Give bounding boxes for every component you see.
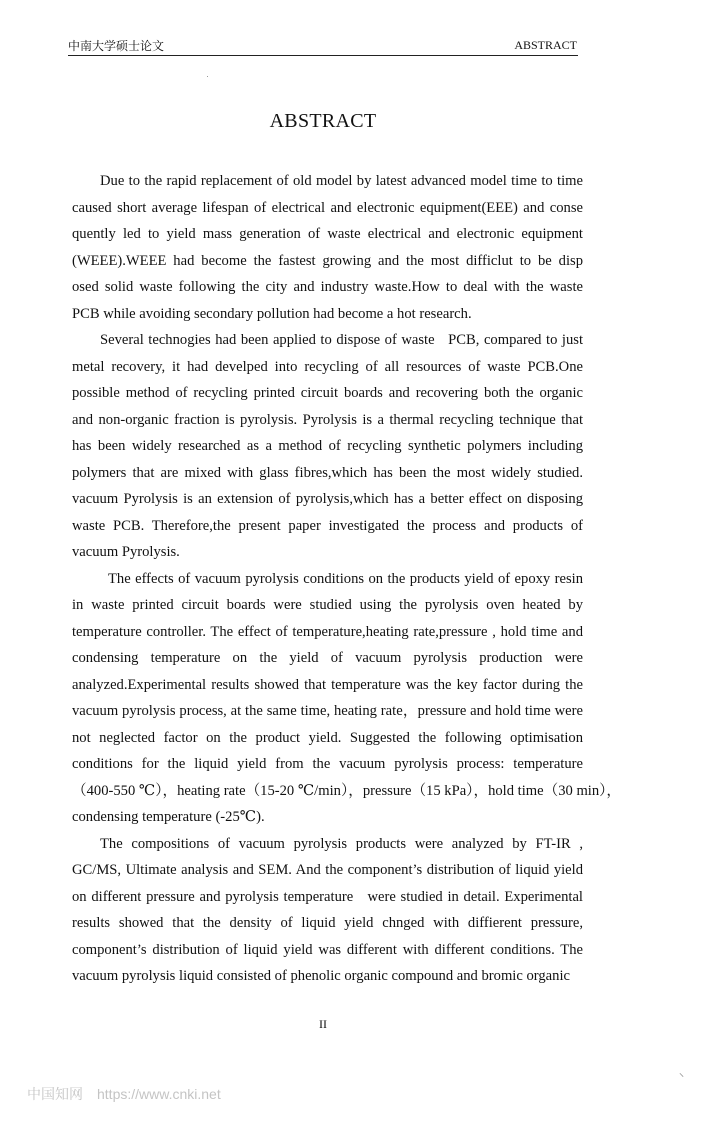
watermark-name: 中国知网 [27, 1086, 83, 1102]
text-line: on different pressure and pyrolysis temperature were studied in detail. Experimental [72, 888, 583, 905]
text-line: vacuum Pyrolysis. [72, 544, 180, 560]
paragraph [72, 330, 583, 569]
watermark-url: https://www.cnki.net [97, 1086, 221, 1102]
text-line: not neglected factor on the product yield. Suggested the following optimisation [72, 729, 583, 746]
paragraph [72, 569, 622, 834]
running-header-left: 中南大学硕士论文 [68, 39, 165, 53]
text-line: （400-550 ℃），heating rate（15-20 ℃/min），pressure（15 kPa），hold time（30 min）， [72, 782, 622, 799]
text-line: conditions for the liquid yield from the vacuum pyrolysis process: temperature [72, 756, 583, 772]
paragraph [72, 834, 583, 993]
text-line: Several technogies had been applied to dispose of waste PCB, compared to just [100, 332, 583, 348]
running-header-right: ABSTRACT [514, 38, 577, 52]
text-line: has been widely researched as a method of recycling synthetic polymers including [72, 438, 583, 454]
text-line: vacuum pyrolysis process, at the same time, heating rate，pressure and hold time were [72, 703, 583, 719]
text-line: temperature controller. The effect of temperature,heating rate,pressure , hold time and [72, 623, 583, 640]
scan-speck [207, 76, 208, 77]
text-line: PCB while avoiding secondary pollution had become a hot research. [72, 305, 472, 322]
text-line: quently led to yield mass generation of waste electrical and electronic equipment [72, 226, 583, 242]
text-line: polymers that are mixed with glass fibres,which has been the most widely studied. [72, 464, 583, 481]
text-line: condensing temperature on the yield of vacuum pyrolysis production were [72, 650, 583, 666]
text-line: The effects of vacuum pyrolysis conditions on the products yield of epoxy resin [108, 570, 583, 587]
header-rule [68, 55, 578, 56]
text-line: vacuum pyrolysis liquid consisted of phenolic organic compound and bromic organic [72, 968, 570, 984]
text-line: condensing temperature (-25℃). [72, 809, 265, 825]
page-title: ABSTRACT [269, 110, 377, 132]
text-line: osed solid waste following the city and industry waste.How to deal with the waste [72, 279, 583, 295]
paragraph [72, 171, 583, 330]
text-line: (WEEE).WEEE had become the fastest growing and the most difficlut to be disp [72, 252, 583, 269]
abstract-body [72, 171, 622, 993]
text-line: in waste printed circuit boards were studied using the pyrolysis oven heated by [72, 597, 583, 613]
text-line: caused short average lifespan of electrical and electronic equipment(EEE) and conse [72, 199, 583, 216]
page-number: II [319, 1017, 327, 1031]
text-line: vacuum Pyrolysis is an extension of pyrolysis,which has a better effect on disposing [72, 491, 583, 507]
text-line: The compositions of vacuum pyrolysis products were analyzed by FT-IR , [100, 835, 583, 852]
scan-mark: ⸜ [679, 1068, 684, 1079]
text-line: GC/MS, Ultimate analysis and SEM. And the component’s distribution of liquid yield [72, 862, 583, 878]
text-line: Due to the rapid replacement of old model by latest advanced model time to time [100, 173, 583, 189]
watermark [27, 1084, 235, 1104]
text-line: metal recovery, it had develped into recycling of all resources of waste PCB.One [72, 358, 583, 375]
text-line: results showed that the density of liquid yield chnged with diffierent pressure, [72, 915, 583, 931]
text-line: and non-organic fraction is pyrolysis. Pyrolysis is a thermal recycling technique that [72, 411, 583, 428]
text-line: possible method of recycling printed circuit boards and recovering both the organic [72, 385, 583, 401]
text-line: component’s distribution of liquid yield was different with different conditions. The [72, 941, 583, 958]
text-line: analyzed.Experimental results showed that temperature was the key factor during the [72, 676, 583, 693]
text-line: waste PCB. Therefore,the present paper investigated the process and products of [72, 517, 583, 534]
